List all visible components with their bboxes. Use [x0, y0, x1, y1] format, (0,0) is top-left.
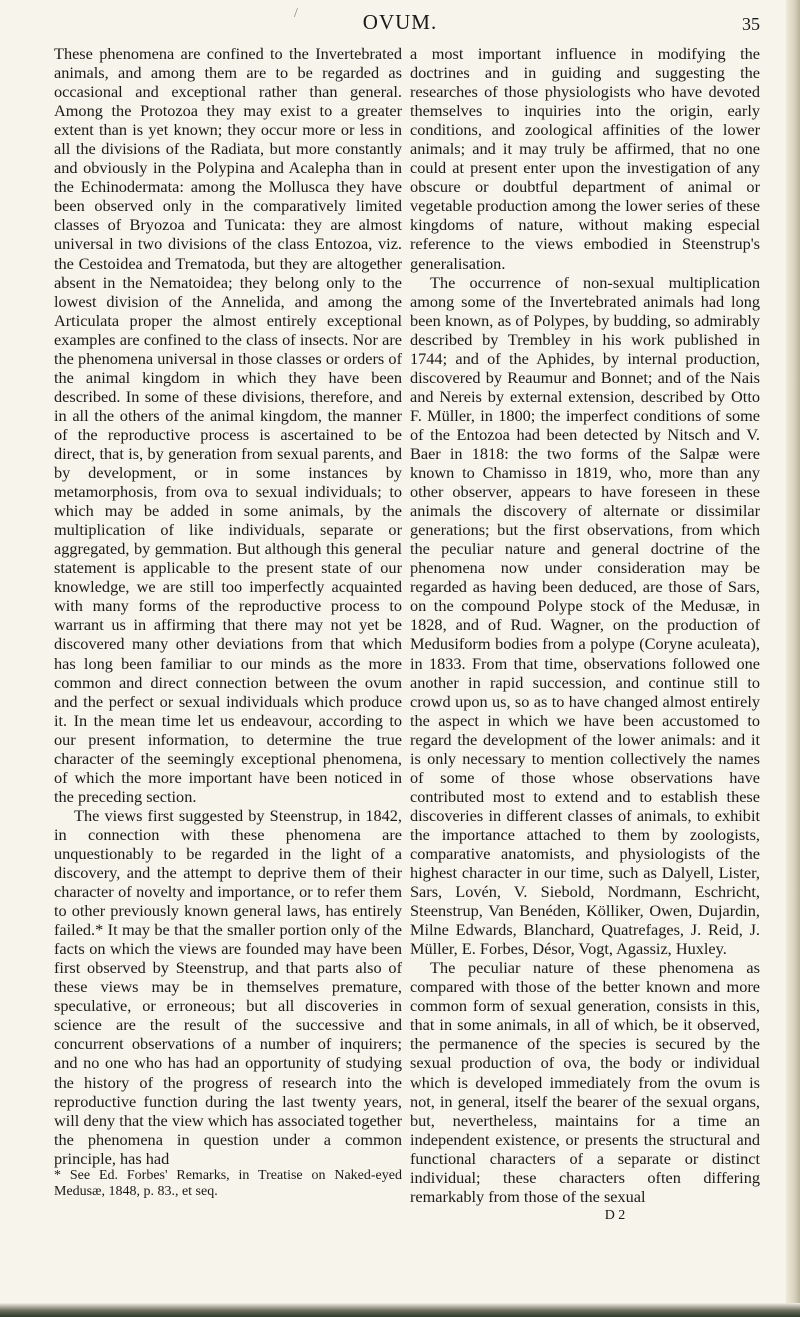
left-column — [54, 44, 402, 1200]
paragraph: a most important influence in modifying the doctrines and in guiding and suggesting the researches of those physiologists who have devoted themselves to inquiries into the origin, early conditions, and zoological affinities of the lower animals; and it may truly be affirmed, that no one could at present enter upon the investigation of any obscure or doubtful department of animal or vegetable production among the lower series of these kingdoms of nature, without making especial reference to the views embodied in Steenstrup's generalisation. — [410, 44, 760, 273]
scan-bottom-edge — [0, 1303, 800, 1317]
running-title: OVUM. — [362, 10, 438, 34]
corner-mark: / — [294, 6, 298, 21]
page-edge — [786, 0, 800, 1317]
right-column — [410, 44, 760, 1225]
paragraph: The views first suggested by Steenstrup, in 1842, in connection with these phenomena are unquestionably to be regarded in the light of a discovery, and the attempt to deprive them of their character of novelty and importance, or to refer them to other previously known general laws, has entirely failed.* It may be that the smaller portion only of the facts on which the views are founded may have been first observed by Steenstrup, and that parts also of these views may be in themselves premature, speculative, or erroneous; but all discoveries in science are the result of the successive and concurrent observations of a number of inquirers; and no one who has had an opportunity of studying the history of the progress of research into the reproductive function during the last twenty years, will deny that the view which has associated together the phenomena in question under a common principle, has had — [54, 805, 402, 1168]
paragraph: The peculiar nature of these phenomena as compared with those of the better known and more common form of sexual generation, consists in this, that in some animals, in all of which, be it observed, the permanence of the species is secured by the sexual production of ova, the body or individual which is developed immediately from the ovum is not, in general, itself the bearer of the sexual organs, but, nevertheless, maintains for a time an independent existence, or presents the structural and functional characters of a separate or distinct individual; these characters often differing remarkably from those of the sexual — [410, 958, 760, 1206]
signature-mark: D 2 — [604, 1207, 626, 1223]
page-number: 35 — [742, 14, 760, 34]
paragraph: The occurrence of non-sexual multiplication among some of the Invertebrated animals had long been known, as of Polypes, by budding, so admirably described by Trembley in his work published in 1744; and of the Aphides, by internal production, discovered by Reaumur and Bonnet; and of the Nais and Nereis by external extension, described by Otto F. Müller, in 1800; the imperfect conditions of some of the Entozoa had been detected by Nitsch and V. Baer in 1818: the two forms of the Salpæ were known to Chamisso in 1819, who, more than any other observer, appears to have foreseen in these animals the discovery of alternate or dissimilar generations; but the first observations, from which the peculiar nature and general doctrine of the phenomena now under consideration may be regarded as having been deduced, are those of Sars, on the compound Polype stock of the Medusæ, in 1828, and of Rud. Wagner, on the production of Medusiform bodies from a polype (Coryne aculeata), in 1833. From that time, observations followed one another in rapid succession, and continue still to crowd upon us, so as to have changed almost entirely the aspect in which we have been accustomed to regard the development of the lower animals: and it is only necessary to mention collectively the names of some of those whose observations have contributed most to extend and to establish these discoveries in different classes of animals, to exhibit the importance attached to them by zoologists, comparative anatomists, and physiologists of the highest character in our time, such as Dalyell, Lister, Sars, Lovén, V. Siebold, Nordmann, Eschricht, Steenstrup, Van Benéden, Kölliker, Owen, Dujardin, Milne Edwards, Blanchard, Quatrefages, J. Reid, J. Müller, E. Forbes, Désor, Vogt, Agassiz, Huxley. — [410, 272, 760, 959]
paragraph: These phenomena are confined to the Invertebrated animals, and among them are to be regarded as occasional and exceptional rather than general. Among the Protozoa they may exist to a greater extent than is yet known; they occur more or less in all the divisions of the Radiata, but more constantly and obviously in the Polypina and Acalepha than in the Echinodermata: among the Mollusca they have been observed only in the comparatively limited classes of Bryozoa and Tunicata: they are almost universal in two divisions of the class Entozoa, viz. the Cestoidea and Trematoda, but they are altogether absent in the Nematoidea; they belong only to the lowest division of the Annelida, and among the Articulata proper the almost entirely exceptional examples are confined to the class of insects. Nor are the phenomena universal in those classes or orders of the animal kingdom in which they have been described. In some of these divisions, therefore, and in all the others of the animal kingdom, the manner of the reproductive process is ascertained to be direct, that is, by generation from sexual parents, and by development, or in some instances by metamorphosis, from ova to sexual individuals; to which may be added in some animals, by the multiplication of like individuals, separate or aggregated, by gemmation. But although this general statement is applicable to the present state of our knowledge, we are still too imperfectly acquainted with many forms of the reproductive process to warrant us in affirming that there may not yet be discovered many other deviations from that which has long been familiar to our minds as the more common and direct connection between the ovum and the perfect or sexual individuals which produce it. In the mean time let us endeavour, according to our present information, to determine the true character of the seemingly exceptional phenomena, of which the more important have been noticed in the preceding section. — [54, 44, 402, 806]
footnote: * See Ed. Forbes' Remarks, in Treatise on Naked-eyed Medusæ, 1848, p. 83., et seq. — [54, 1167, 402, 1199]
